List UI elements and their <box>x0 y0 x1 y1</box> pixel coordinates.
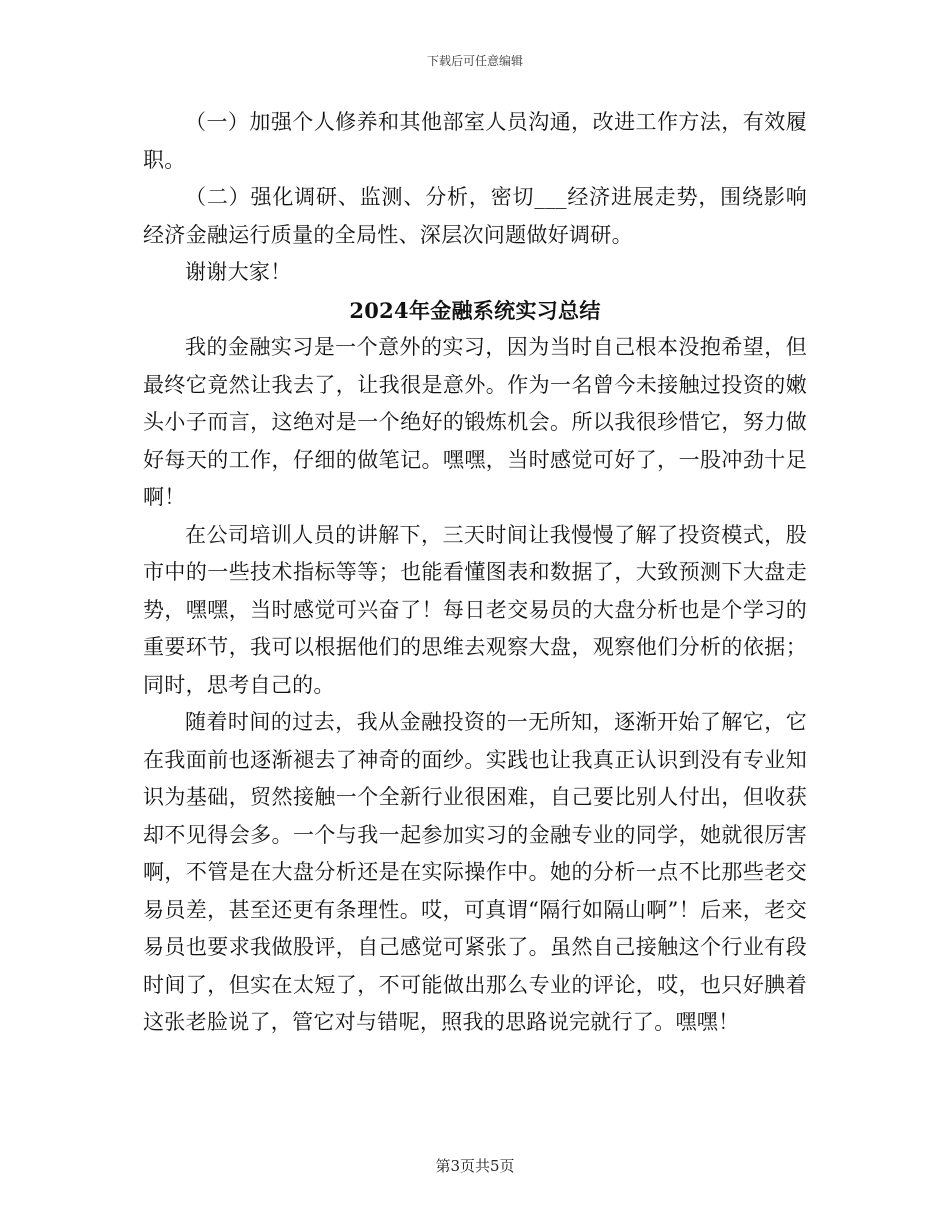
closing-remark: 谢谢大家！ <box>185 260 292 284</box>
page-header: 下载后可任意编辑 <box>426 54 523 68</box>
document-title: 2024年金融系统实习总结 <box>349 297 601 323</box>
list-item-two: （二）强化调研、监测、分析，密切___经济进展走势，围绕影响经济金融运行质量的全局性、深层次问题做好调研。 <box>143 185 807 247</box>
list-item-one: （一）加强个人修养和其他部室人员沟通，改进工作方法，有效履职。 <box>143 110 807 172</box>
paragraph-3: 随着时间的过去，我从金融投资的一无所知，逐渐开始了解它，它在我面前也逐渐褪去了神奇的面纱。实践也让我真正认识到没有专业知识为基础，贸然接触一个全新行业很困难，自己要比别人付出，但收获却不见得会多。一个与我一起参加实习的金融专业的同学，她就很厉害啊，不管是在大盘分析还是在实际操作中。她的分析一点不比那些老交易员差，甚至还更有条理性。哎，可真谓“隔行如隔山啊”！后来，老交易员也要求我做股评，自己感觉可紧张了。虽然自己接触这个行业有段时间了，但实在太短了，不可能做出那么专业的评论，哎，也只好腆着这张老脸说了，管它对与错呢，照我的思路说完就行了。嘿嘿！ <box>143 710 807 1034</box>
paragraph-1: 我的金融实习是一个意外的实习，因为当时自己根本没抱希望，但最终它竟然让我去了，让我很是意外。作为一名曾今未接触过投资的嫩头小子而言，这绝对是一个绝好的锻炼机会。所以我很珍惜它，努力做好每天的工作，仔细的做笔记。嘿嘿，当时感觉可好了，一股冲劲十足啊！ <box>143 335 807 509</box>
page-number: 第3页共5页 <box>435 1157 515 1175</box>
document-body <box>143 104 807 1042</box>
paragraph-2: 在公司培训人员的讲解下，三天时间让我慢慢了解了投资模式，股市中的一些技术指标等等；也能看懂图表和数据了，大致预测下大盘走势，嘿嘿，当时感觉可兴奋了！每日老交易员的大盘分析也是个学习的重要环节，我可以根据他们的思维去观察大盘，观察他们分析的依据；同时，思考自己的。 <box>143 522 807 697</box>
